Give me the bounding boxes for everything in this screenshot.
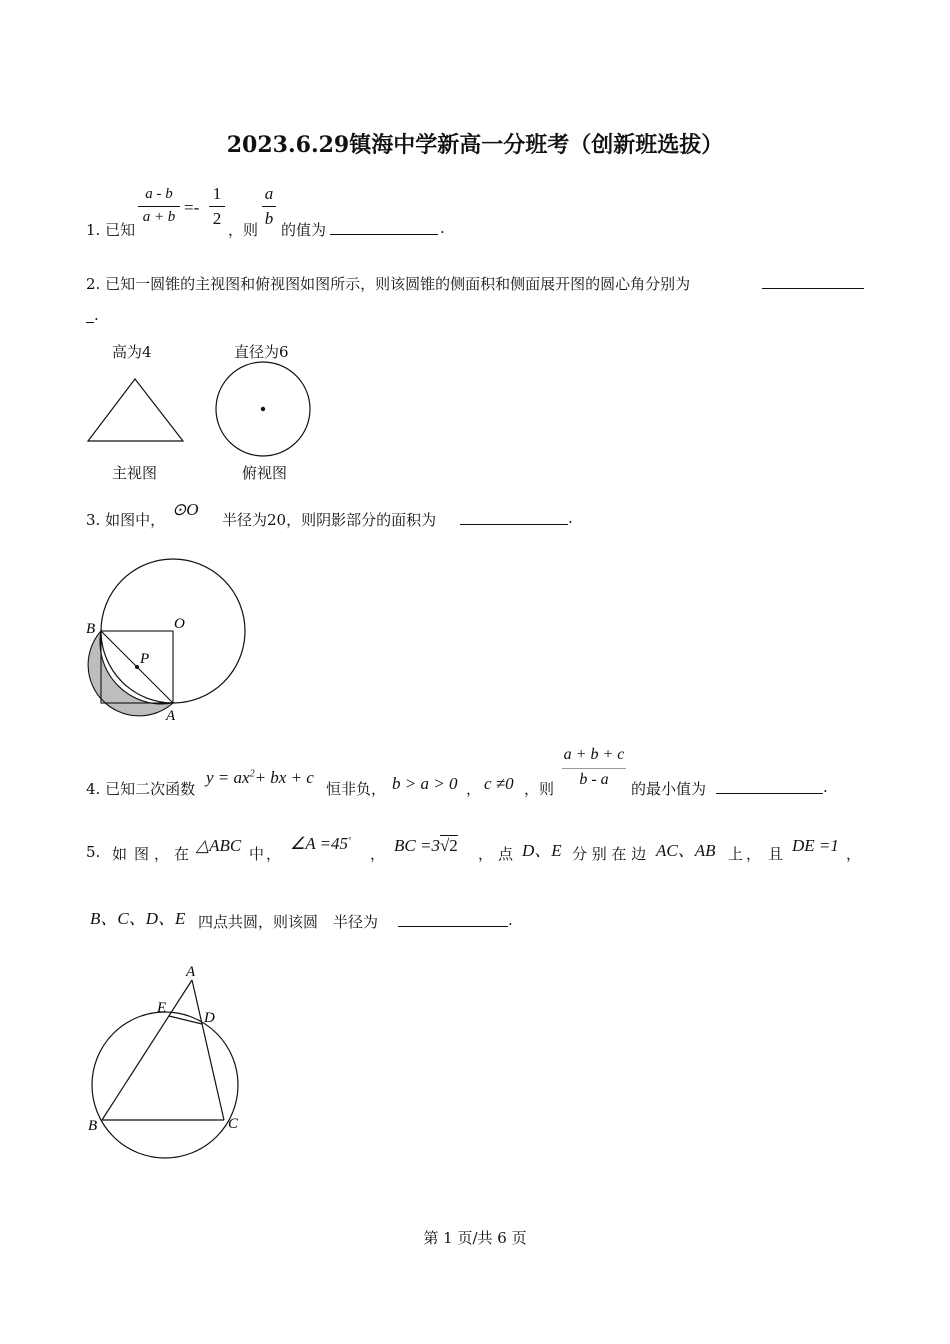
- q5-word-4: 在: [174, 845, 190, 863]
- label-point-o: O: [174, 616, 185, 632]
- page-title: 2023.6.29镇海中学新高一分班考（创新班选拔）: [226, 132, 724, 158]
- q2-text: 2. 已知一圆锥的主视图和俯视图如图所示，则该圆锥的侧面积和侧面展开图的圆心角分别为: [86, 275, 691, 293]
- q5-line2-points: B、C、D、E: [90, 909, 186, 928]
- q5-word-6: ，: [266, 845, 282, 863]
- q5-word-3: ，: [154, 845, 170, 863]
- q4-number: 4. 已知二次函数: [86, 780, 196, 798]
- q5-de-equation: DE =1: [792, 836, 839, 855]
- q3-number: 3. 如图中，: [86, 511, 166, 529]
- q1-frac-ab-denominator: b: [262, 206, 276, 229]
- q5-sqrt: √2: [439, 836, 458, 855]
- label-height: 高为4: [112, 343, 152, 361]
- q5-number: 5.: [86, 843, 101, 861]
- label-point-b: B: [86, 621, 96, 637]
- label-point-a: A: [186, 964, 196, 980]
- q2-end: .: [94, 306, 99, 324]
- q4-func-y: y = ax: [206, 768, 250, 787]
- q5-word-13: 且: [768, 845, 784, 863]
- q5-word-12: ，: [746, 845, 762, 863]
- q4-condition-1: b > a > 0: [392, 774, 458, 793]
- q1-number: 1. 已知: [86, 221, 136, 239]
- label-point-a: A: [166, 708, 176, 724]
- q1-end: .: [440, 219, 445, 237]
- q1-frac-right-numerator: 1: [212, 184, 222, 203]
- q4-frac-denominator: b - a: [562, 768, 626, 789]
- q4-text-2: ，则: [524, 780, 555, 798]
- q4-end: .: [823, 778, 828, 796]
- q5-word-2: 图: [134, 845, 150, 863]
- label-point-d: D: [204, 1010, 215, 1026]
- q1-equals: =-: [184, 198, 200, 217]
- q5-word-9: 点: [498, 845, 514, 863]
- q4-text-1: 恒非负，: [326, 780, 387, 798]
- label-point-c: C: [228, 1116, 239, 1132]
- side-ac: [192, 980, 224, 1120]
- q5-triangle: △ABC: [196, 836, 242, 855]
- q1-tail-text: 的值为: [281, 221, 327, 239]
- q3-end: .: [568, 509, 573, 527]
- q3-circle-symbol: ⊙O: [172, 500, 199, 519]
- label-diameter: 直径为6: [234, 343, 289, 361]
- q4-func-exponent: 2: [249, 768, 255, 780]
- q5-word-8: ，: [478, 845, 494, 863]
- q5-word-7: ，: [370, 845, 386, 863]
- q3-text: 半径为20，则阴影部分的面积为: [222, 511, 437, 529]
- page-footer: 第 1 页/共 6 页: [423, 1229, 527, 1247]
- label-front-view: 主视图: [112, 464, 158, 482]
- label-top-view: 俯视图: [242, 464, 288, 482]
- label-point-e: E: [157, 1000, 167, 1016]
- q1-frac-left-numerator: a - b: [145, 186, 173, 202]
- side-ab: [102, 980, 192, 1120]
- q4-frac-numerator: a + b + c: [563, 746, 625, 763]
- q5-angle-text: ∠A =45: [290, 834, 349, 853]
- q5-line2-text: 四点共圆，则该圆 半径为: [198, 913, 379, 931]
- q5-points-de: D、E: [522, 841, 562, 860]
- label-point-p: P: [140, 651, 150, 667]
- q4-func-rest: + bx + c: [254, 768, 314, 787]
- q4-text-3: 的最小值为: [631, 780, 707, 798]
- q5-word-5: 中: [249, 845, 265, 863]
- q5-bc-text: BC =3: [394, 836, 440, 855]
- q5-degree: °: [348, 835, 352, 845]
- q1-frac-left-denominator: a + b: [138, 206, 180, 226]
- label-point-b: B: [88, 1118, 98, 1134]
- q5-word-11: 上: [728, 845, 744, 863]
- q5-end: .: [508, 911, 513, 929]
- q4-comma: ，: [466, 780, 482, 798]
- q5-word-1: 如: [112, 845, 128, 863]
- q5-sides: AC、AB: [656, 841, 716, 860]
- q5-word-14: ，: [846, 845, 862, 863]
- q5-word-10: 分 别 在 边: [572, 845, 647, 863]
- q4-condition-2: c ≠0: [484, 774, 514, 793]
- q1-frac-right-denominator: 2: [209, 206, 225, 229]
- q1-frac-ab-numerator: a: [264, 184, 274, 203]
- q1-mid-text: ，则: [228, 221, 259, 239]
